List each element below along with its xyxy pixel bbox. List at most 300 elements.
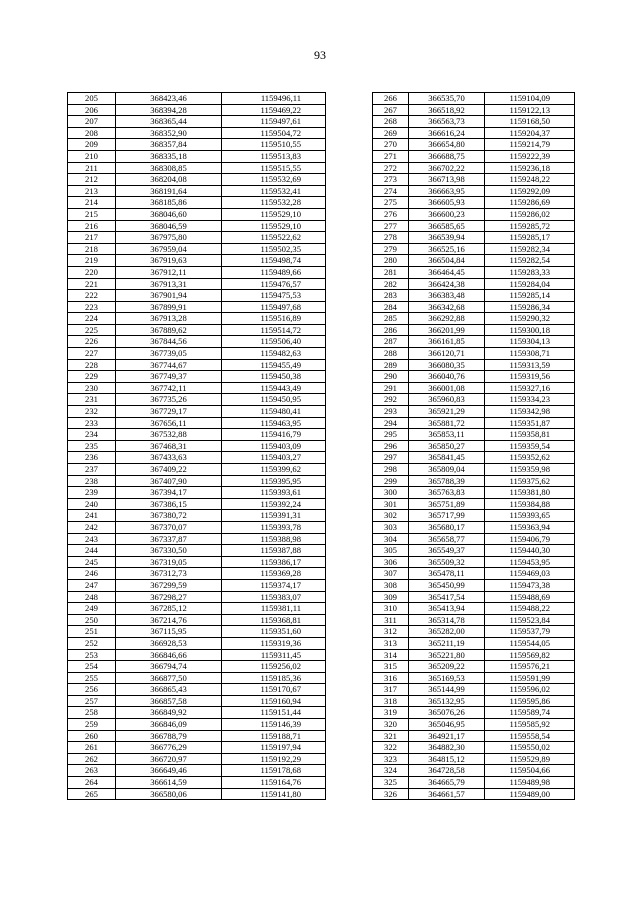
- table-row: [68, 417, 326, 429]
- y-coordinate-cell: 1159506,40: [222, 336, 326, 348]
- point-number-cell: 227: [68, 348, 116, 360]
- x-coordinate-cell: 367409,22: [116, 464, 222, 476]
- point-number-cell: 284: [373, 301, 409, 313]
- table-row: [373, 533, 575, 545]
- point-number-cell: 270: [373, 139, 409, 151]
- table-row: [373, 614, 575, 626]
- x-coordinate-cell: 368365,44: [116, 116, 222, 128]
- point-number-cell: 217: [68, 232, 116, 244]
- point-number-cell: 291: [373, 382, 409, 394]
- y-coordinate-cell: 1159285,72: [485, 220, 575, 232]
- point-number-cell: 301: [373, 498, 409, 510]
- point-number-cell: 297: [373, 452, 409, 464]
- y-coordinate-cell: 1159386,17: [222, 556, 326, 568]
- point-number-cell: 304: [373, 533, 409, 545]
- x-coordinate-cell: 366720,97: [116, 753, 222, 765]
- x-coordinate-cell: 366616,24: [409, 127, 485, 139]
- y-coordinate-cell: 1159496,11: [222, 93, 326, 105]
- y-coordinate-cell: 1159463,95: [222, 417, 326, 429]
- point-number-cell: 215: [68, 208, 116, 220]
- y-coordinate-cell: 1159498,74: [222, 255, 326, 267]
- x-coordinate-cell: 366649,46: [116, 765, 222, 777]
- point-number-cell: 269: [373, 127, 409, 139]
- y-coordinate-cell: 1159393,61: [222, 487, 326, 499]
- point-number-cell: 239: [68, 487, 116, 499]
- table-row: [373, 197, 575, 209]
- y-coordinate-cell: 1159168,50: [485, 116, 575, 128]
- x-coordinate-cell: 367913,31: [116, 278, 222, 290]
- point-number-cell: 275: [373, 197, 409, 209]
- x-coordinate-cell: 368046,60: [116, 208, 222, 220]
- y-coordinate-cell: 1159359,98: [485, 464, 575, 476]
- x-coordinate-cell: 367386,15: [116, 498, 222, 510]
- point-number-cell: 257: [68, 695, 116, 707]
- table-row: [373, 336, 575, 348]
- point-number-cell: 279: [373, 243, 409, 255]
- x-coordinate-cell: 366857,58: [116, 695, 222, 707]
- x-coordinate-cell: 365658,77: [409, 533, 485, 545]
- table-row: [68, 568, 326, 580]
- point-number-cell: 219: [68, 255, 116, 267]
- table-row: [373, 313, 575, 325]
- y-coordinate-cell: 1159510,55: [222, 139, 326, 151]
- y-coordinate-cell: 1159374,17: [222, 579, 326, 591]
- x-coordinate-cell: 368335,18: [116, 150, 222, 162]
- table-row: [373, 487, 575, 499]
- table-row: [68, 255, 326, 267]
- y-coordinate-cell: 1159450,95: [222, 394, 326, 406]
- table-row: [68, 452, 326, 464]
- table-row: [68, 649, 326, 661]
- y-coordinate-cell: 1159160,94: [222, 695, 326, 707]
- point-number-cell: 262: [68, 753, 116, 765]
- y-coordinate-cell: 1159532,69: [222, 174, 326, 186]
- point-number-cell: 268: [373, 116, 409, 128]
- table-row: [68, 707, 326, 719]
- y-coordinate-cell: 1159311,45: [222, 649, 326, 661]
- x-coordinate-cell: 365169,53: [409, 672, 485, 684]
- x-coordinate-cell: 366001,08: [409, 382, 485, 394]
- x-coordinate-cell: 365132,95: [409, 695, 485, 707]
- table-row: [373, 637, 575, 649]
- y-coordinate-cell: 1159383,07: [222, 591, 326, 603]
- x-coordinate-cell: 367975,80: [116, 232, 222, 244]
- point-number-cell: 243: [68, 533, 116, 545]
- table-row: [68, 556, 326, 568]
- table-row: [68, 208, 326, 220]
- y-coordinate-cell: 1159537,79: [485, 626, 575, 638]
- x-coordinate-cell: 364815,12: [409, 753, 485, 765]
- x-coordinate-cell: 365921,29: [409, 406, 485, 418]
- y-coordinate-cell: 1159197,94: [222, 742, 326, 754]
- point-number-cell: 278: [373, 232, 409, 244]
- x-coordinate-cell: 366846,66: [116, 649, 222, 661]
- table-row: [68, 753, 326, 765]
- table-row: [373, 417, 575, 429]
- x-coordinate-cell: 366464,45: [409, 266, 485, 278]
- y-coordinate-cell: 1159308,71: [485, 348, 575, 360]
- y-coordinate-cell: 1159284,04: [485, 278, 575, 290]
- point-number-cell: 250: [68, 614, 116, 626]
- table-row: [68, 614, 326, 626]
- point-number-cell: 245: [68, 556, 116, 568]
- point-number-cell: 315: [373, 661, 409, 673]
- point-number-cell: 205: [68, 93, 116, 105]
- table-row: [68, 788, 326, 800]
- y-coordinate-cell: 1159514,72: [222, 324, 326, 336]
- y-coordinate-cell: 1159393,65: [485, 510, 575, 522]
- point-number-cell: 282: [373, 278, 409, 290]
- x-coordinate-cell: 364921,17: [409, 730, 485, 742]
- point-number-cell: 207: [68, 116, 116, 128]
- y-coordinate-cell: 1159523,84: [485, 614, 575, 626]
- table-row: [373, 266, 575, 278]
- point-number-cell: 317: [373, 684, 409, 696]
- point-number-cell: 295: [373, 429, 409, 441]
- table-row: [373, 371, 575, 383]
- table-row: [68, 150, 326, 162]
- x-coordinate-cell: 368308,85: [116, 162, 222, 174]
- y-coordinate-cell: 1159529,10: [222, 208, 326, 220]
- y-coordinate-cell: 1159489,98: [485, 777, 575, 789]
- table-row: [373, 220, 575, 232]
- x-coordinate-cell: 365960,83: [409, 394, 485, 406]
- point-number-cell: 288: [373, 348, 409, 360]
- table-row: [373, 348, 575, 360]
- table-row: [373, 232, 575, 244]
- table-row: [68, 510, 326, 522]
- x-coordinate-cell: 366563,73: [409, 116, 485, 128]
- x-coordinate-cell: 367739,05: [116, 348, 222, 360]
- y-coordinate-cell: 1159304,13: [485, 336, 575, 348]
- x-coordinate-cell: 368191,64: [116, 185, 222, 197]
- y-coordinate-cell: 1159122,13: [485, 104, 575, 116]
- point-number-cell: 220: [68, 266, 116, 278]
- y-coordinate-cell: 1159352,62: [485, 452, 575, 464]
- y-coordinate-cell: 1159450,38: [222, 371, 326, 383]
- table-row: [373, 788, 575, 800]
- table-row: [68, 464, 326, 476]
- x-coordinate-cell: 365417,54: [409, 591, 485, 603]
- y-coordinate-cell: 1159440,30: [485, 545, 575, 557]
- y-coordinate-cell: 1159214,79: [485, 139, 575, 151]
- table-row: [68, 382, 326, 394]
- y-coordinate-cell: 1159319,36: [222, 637, 326, 649]
- y-coordinate-cell: 1159164,76: [222, 777, 326, 789]
- y-coordinate-cell: 1159515,55: [222, 162, 326, 174]
- x-coordinate-cell: 366605,93: [409, 197, 485, 209]
- coordinates-table-right: [372, 92, 575, 800]
- x-coordinate-cell: 367656,11: [116, 417, 222, 429]
- y-coordinate-cell: 1159480,41: [222, 406, 326, 418]
- x-coordinate-cell: 367468,31: [116, 440, 222, 452]
- point-number-cell: 223: [68, 301, 116, 313]
- y-coordinate-cell: 1159178,68: [222, 765, 326, 777]
- x-coordinate-cell: 366292,88: [409, 313, 485, 325]
- x-coordinate-cell: 366383,48: [409, 290, 485, 302]
- x-coordinate-cell: 366201,99: [409, 324, 485, 336]
- point-number-cell: 273: [373, 174, 409, 186]
- table-row: [373, 626, 575, 638]
- x-coordinate-cell: 368046,59: [116, 220, 222, 232]
- y-coordinate-cell: 1159283,33: [485, 266, 575, 278]
- y-coordinate-cell: 1159532,28: [222, 197, 326, 209]
- table-row: [68, 672, 326, 684]
- point-number-cell: 290: [373, 371, 409, 383]
- point-number-cell: 258: [68, 707, 116, 719]
- y-coordinate-cell: 1159403,27: [222, 452, 326, 464]
- y-coordinate-cell: 1159406,79: [485, 533, 575, 545]
- y-coordinate-cell: 1159403,09: [222, 440, 326, 452]
- table-row: [373, 510, 575, 522]
- table-row: [68, 695, 326, 707]
- x-coordinate-cell: 365282,00: [409, 626, 485, 638]
- y-coordinate-cell: 1159141,80: [222, 788, 326, 800]
- x-coordinate-cell: 365841,45: [409, 452, 485, 464]
- point-number-cell: 237: [68, 464, 116, 476]
- point-number-cell: 303: [373, 521, 409, 533]
- x-coordinate-cell: 366342,68: [409, 301, 485, 313]
- x-coordinate-cell: 364665,79: [409, 777, 485, 789]
- y-coordinate-cell: 1159319,56: [485, 371, 575, 383]
- point-number-cell: 326: [373, 788, 409, 800]
- x-coordinate-cell: 368185,86: [116, 197, 222, 209]
- x-coordinate-cell: 365221,80: [409, 649, 485, 661]
- table-row: [373, 661, 575, 673]
- point-number-cell: 226: [68, 336, 116, 348]
- y-coordinate-cell: 1159313,59: [485, 359, 575, 371]
- table-row: [68, 661, 326, 673]
- point-number-cell: 253: [68, 649, 116, 661]
- table-row: [373, 208, 575, 220]
- x-coordinate-cell: 366702,22: [409, 162, 485, 174]
- point-number-cell: 218: [68, 243, 116, 255]
- y-coordinate-cell: 1159453,95: [485, 556, 575, 568]
- table-row: [68, 394, 326, 406]
- table-row: [68, 290, 326, 302]
- point-number-cell: 210: [68, 150, 116, 162]
- point-number-cell: 320: [373, 719, 409, 731]
- x-coordinate-cell: 367433,63: [116, 452, 222, 464]
- y-coordinate-cell: 1159192,29: [222, 753, 326, 765]
- x-coordinate-cell: 367959,04: [116, 243, 222, 255]
- table-row: [373, 475, 575, 487]
- y-coordinate-cell: 1159591,99: [485, 672, 575, 684]
- table-row: [373, 185, 575, 197]
- point-number-cell: 214: [68, 197, 116, 209]
- table-row: [373, 591, 575, 603]
- y-coordinate-cell: 1159529,89: [485, 753, 575, 765]
- x-coordinate-cell: 366585,65: [409, 220, 485, 232]
- point-number-cell: 209: [68, 139, 116, 151]
- page-number: 93: [314, 48, 326, 62]
- y-coordinate-cell: 1159443,49: [222, 382, 326, 394]
- y-coordinate-cell: 1159381,11: [222, 603, 326, 615]
- y-coordinate-cell: 1159516,89: [222, 313, 326, 325]
- point-number-cell: 241: [68, 510, 116, 522]
- table-row: [68, 104, 326, 116]
- x-coordinate-cell: 367912,11: [116, 266, 222, 278]
- x-coordinate-cell: 366654,80: [409, 139, 485, 151]
- x-coordinate-cell: 365478,11: [409, 568, 485, 580]
- y-coordinate-cell: 1159529,10: [222, 220, 326, 232]
- point-number-cell: 299: [373, 475, 409, 487]
- x-coordinate-cell: 365046,95: [409, 719, 485, 731]
- table-row: [68, 301, 326, 313]
- y-coordinate-cell: 1159488,69: [485, 591, 575, 603]
- table-row: [373, 406, 575, 418]
- point-number-cell: 221: [68, 278, 116, 290]
- x-coordinate-cell: 365763,83: [409, 487, 485, 499]
- table-row: [68, 521, 326, 533]
- y-coordinate-cell: 1159504,72: [222, 127, 326, 139]
- y-coordinate-cell: 1159473,38: [485, 579, 575, 591]
- x-coordinate-cell: 367299,59: [116, 579, 222, 591]
- x-coordinate-cell: 368204,08: [116, 174, 222, 186]
- y-coordinate-cell: 1159585,92: [485, 719, 575, 731]
- y-coordinate-cell: 1159351,60: [222, 626, 326, 638]
- x-coordinate-cell: 367370,07: [116, 521, 222, 533]
- x-coordinate-cell: 366865,43: [116, 684, 222, 696]
- point-number-cell: 302: [373, 510, 409, 522]
- x-coordinate-cell: 365717,99: [409, 510, 485, 522]
- table-row: [68, 324, 326, 336]
- y-coordinate-cell: 1159358,81: [485, 429, 575, 441]
- table-row: [373, 174, 575, 186]
- table-row: [68, 116, 326, 128]
- table-row: [373, 440, 575, 452]
- table-row: [68, 336, 326, 348]
- point-number-cell: 248: [68, 591, 116, 603]
- table-row: [68, 174, 326, 186]
- y-coordinate-cell: 1159502,35: [222, 243, 326, 255]
- table-row: [68, 371, 326, 383]
- y-coordinate-cell: 1159489,66: [222, 266, 326, 278]
- table-row: [68, 139, 326, 151]
- x-coordinate-cell: 364661,57: [409, 788, 485, 800]
- x-coordinate-cell: 367298,27: [116, 591, 222, 603]
- y-coordinate-cell: 1159455,49: [222, 359, 326, 371]
- x-coordinate-cell: 365853,11: [409, 429, 485, 441]
- point-number-cell: 235: [68, 440, 116, 452]
- x-coordinate-cell: 366580,06: [116, 788, 222, 800]
- y-coordinate-cell: 1159469,22: [222, 104, 326, 116]
- point-number-cell: 289: [373, 359, 409, 371]
- table-row: [373, 290, 575, 302]
- point-number-cell: 319: [373, 707, 409, 719]
- table-row: [373, 603, 575, 615]
- point-number-cell: 240: [68, 498, 116, 510]
- x-coordinate-cell: 365809,04: [409, 464, 485, 476]
- table-row: [373, 382, 575, 394]
- x-coordinate-cell: 365450,99: [409, 579, 485, 591]
- point-number-cell: 285: [373, 313, 409, 325]
- y-coordinate-cell: 1159497,61: [222, 116, 326, 128]
- x-coordinate-cell: 367919,63: [116, 255, 222, 267]
- point-number-cell: 276: [373, 208, 409, 220]
- table-row: [373, 719, 575, 731]
- table-row: [373, 730, 575, 742]
- table-row: [68, 533, 326, 545]
- point-number-cell: 324: [373, 765, 409, 777]
- y-coordinate-cell: 1159359,54: [485, 440, 575, 452]
- table-row: [68, 765, 326, 777]
- y-coordinate-cell: 1159285,14: [485, 290, 575, 302]
- point-number-cell: 233: [68, 417, 116, 429]
- table-row: [68, 185, 326, 197]
- table-row: [373, 127, 575, 139]
- point-number-cell: 249: [68, 603, 116, 615]
- table-row: [373, 545, 575, 557]
- x-coordinate-cell: 366525,16: [409, 243, 485, 255]
- point-number-cell: 310: [373, 603, 409, 615]
- point-number-cell: 287: [373, 336, 409, 348]
- y-coordinate-cell: 1159222,39: [485, 150, 575, 162]
- x-coordinate-cell: 367312,73: [116, 568, 222, 580]
- point-number-cell: 242: [68, 521, 116, 533]
- table-row: [68, 278, 326, 290]
- point-number-cell: 216: [68, 220, 116, 232]
- point-number-cell: 256: [68, 684, 116, 696]
- x-coordinate-cell: 364882,30: [409, 742, 485, 754]
- point-number-cell: 286: [373, 324, 409, 336]
- y-coordinate-cell: 1159146,39: [222, 719, 326, 731]
- point-number-cell: 260: [68, 730, 116, 742]
- point-number-cell: 314: [373, 649, 409, 661]
- table-row: [373, 255, 575, 267]
- table-row: [373, 765, 575, 777]
- table-row: [68, 684, 326, 696]
- table-row: [373, 464, 575, 476]
- point-number-cell: 322: [373, 742, 409, 754]
- table-row: [68, 591, 326, 603]
- point-number-cell: 266: [373, 93, 409, 105]
- x-coordinate-cell: 367749,37: [116, 371, 222, 383]
- point-number-cell: 212: [68, 174, 116, 186]
- x-coordinate-cell: 366600,23: [409, 208, 485, 220]
- point-number-cell: 230: [68, 382, 116, 394]
- y-coordinate-cell: 1159476,57: [222, 278, 326, 290]
- table-row: [373, 684, 575, 696]
- y-coordinate-cell: 1159482,63: [222, 348, 326, 360]
- point-number-cell: 271: [373, 150, 409, 162]
- point-number-cell: 274: [373, 185, 409, 197]
- x-coordinate-cell: 367844,56: [116, 336, 222, 348]
- point-number-cell: 306: [373, 556, 409, 568]
- table-row: [373, 672, 575, 684]
- table-row: [68, 777, 326, 789]
- table-row: [68, 406, 326, 418]
- y-coordinate-cell: 1159595,86: [485, 695, 575, 707]
- x-coordinate-cell: 366846,09: [116, 719, 222, 731]
- table-row: [373, 116, 575, 128]
- x-coordinate-cell: 366120,71: [409, 348, 485, 360]
- x-coordinate-cell: 367319,05: [116, 556, 222, 568]
- y-coordinate-cell: 1159393,78: [222, 521, 326, 533]
- coordinates-table-left: [67, 92, 326, 800]
- x-coordinate-cell: 365881,72: [409, 417, 485, 429]
- x-coordinate-cell: 368357,84: [116, 139, 222, 151]
- point-number-cell: 272: [373, 162, 409, 174]
- table-row: [68, 127, 326, 139]
- y-coordinate-cell: 1159363,94: [485, 521, 575, 533]
- point-number-cell: 313: [373, 637, 409, 649]
- table-row: [68, 313, 326, 325]
- table-row: [68, 626, 326, 638]
- x-coordinate-cell: 365076,26: [409, 707, 485, 719]
- table-row: [68, 266, 326, 278]
- table-row: [373, 753, 575, 765]
